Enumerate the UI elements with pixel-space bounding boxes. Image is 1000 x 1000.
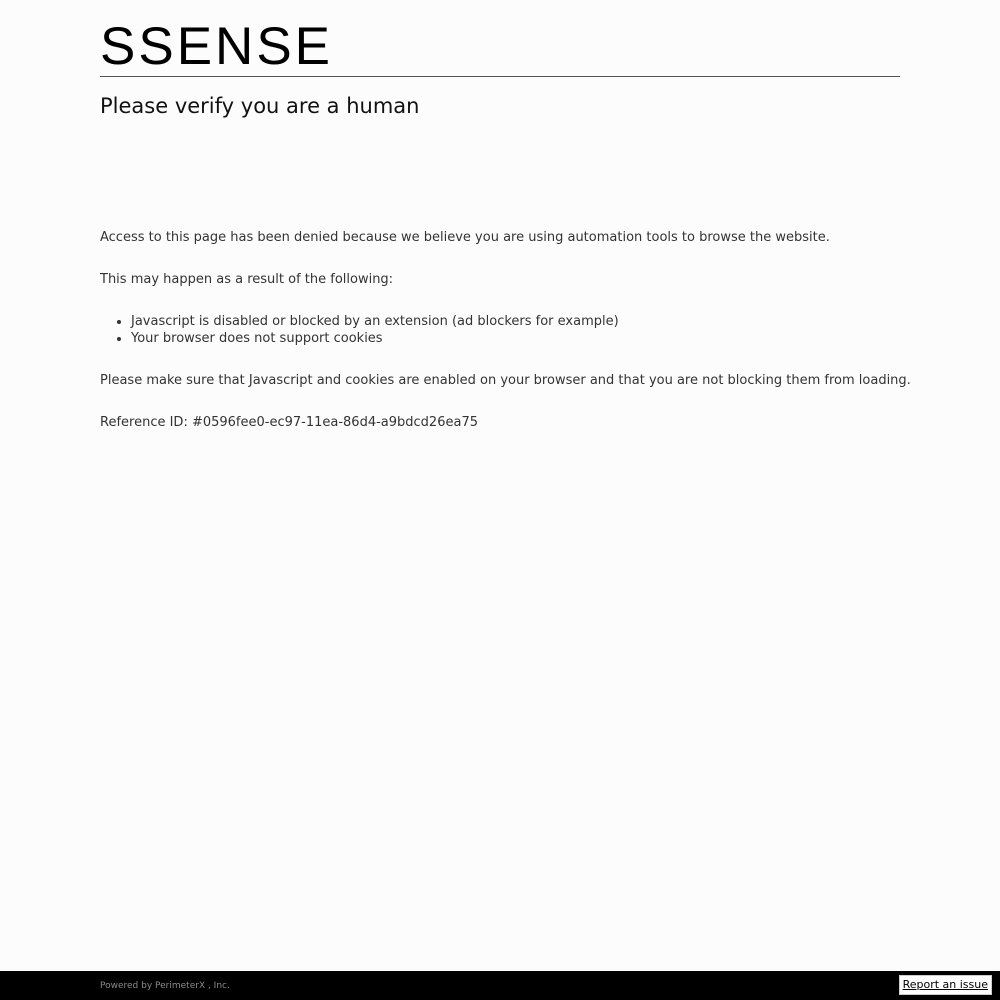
access-denied-text: Access to this page has been denied because we believe you are using automation tools to browse the website.: [100, 230, 830, 245]
reasons-intro: This may happen as a result of the following:: [100, 272, 394, 287]
instructions-text: Please make sure that Javascript and cookies are enabled on your browser and that you are not blocking them from loading.: [100, 373, 911, 388]
header-divider: [100, 76, 900, 77]
content-container: [100, 0, 911, 430]
footer-bar: [0, 971, 1000, 1000]
ssense-logo: SSENSE: [100, 17, 334, 76]
page-title: Please verify you are a human: [100, 94, 420, 118]
list-item: • Javascript is disabled or blocked by an extension (ad blockers for example): [131, 313, 619, 330]
reasons-list: [100, 313, 619, 347]
reference-id: Reference ID: #0596fee0-ec97-11ea-86d4-a9bdcd26ea75: [100, 415, 478, 430]
powered-by-text: Powered by PerimeterX , Inc.: [100, 981, 230, 991]
report-issue-button[interactable]: Report an issue: [899, 975, 992, 995]
list-item: • Your browser does not support cookies: [131, 330, 619, 347]
